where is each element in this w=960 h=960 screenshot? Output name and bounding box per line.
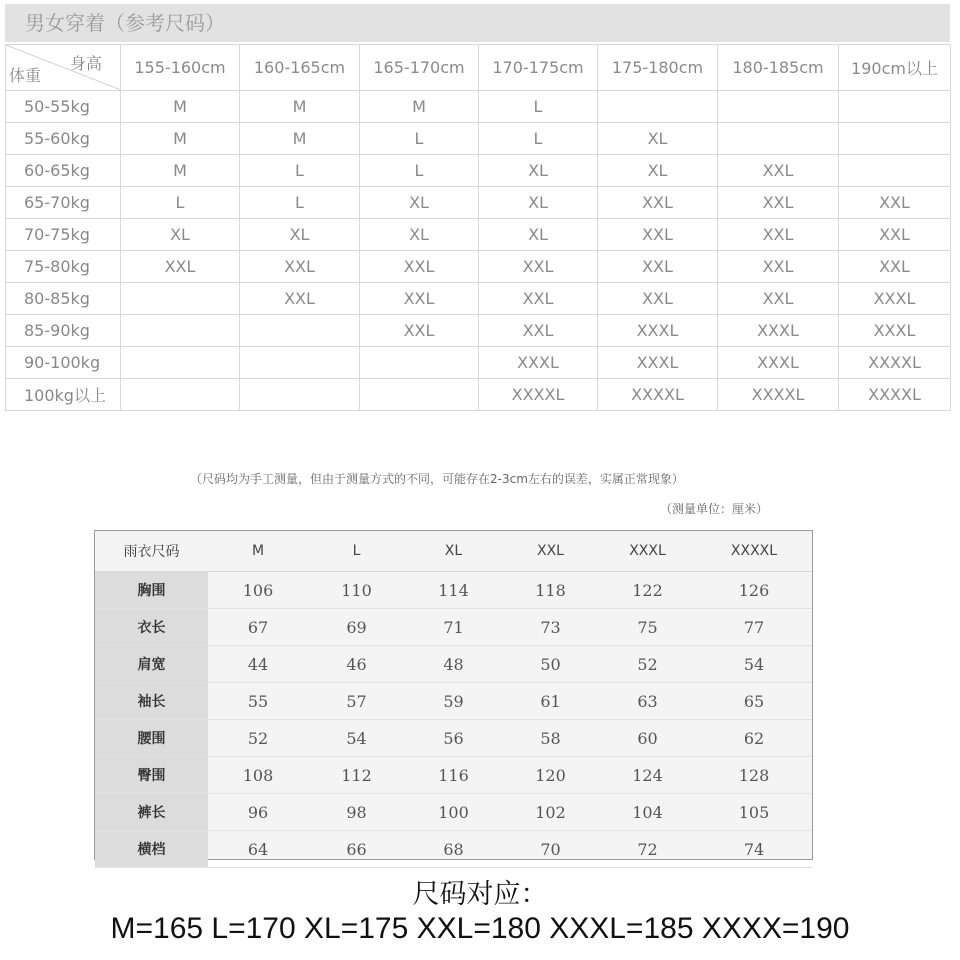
measurement-value: 112 bbox=[308, 757, 405, 794]
measurement-value: 74 bbox=[696, 831, 812, 868]
corner-header bbox=[6, 45, 121, 91]
size-cell bbox=[839, 155, 951, 187]
height-header: 170-175cm bbox=[479, 45, 598, 91]
size-cell: XXXXL bbox=[839, 347, 951, 379]
table-row bbox=[95, 609, 812, 646]
height-header: 160-165cm bbox=[240, 45, 360, 91]
table-row bbox=[95, 572, 812, 609]
size-cell: XXL bbox=[479, 315, 598, 347]
measurement-corner: 雨衣尺码 bbox=[95, 531, 208, 572]
measurement-value: 62 bbox=[696, 720, 812, 757]
weight-label: 90-100kg bbox=[6, 347, 121, 379]
table-row bbox=[6, 123, 951, 155]
size-cell: XL bbox=[240, 219, 360, 251]
measurement-label: 肩宽 bbox=[95, 646, 208, 683]
measurement-value: 128 bbox=[696, 757, 812, 794]
measurement-label: 裤长 bbox=[95, 794, 208, 831]
size-cell: XXL bbox=[839, 219, 951, 251]
size-cell: L bbox=[240, 155, 360, 187]
size-cell: XL bbox=[121, 219, 240, 251]
size-cell: XL bbox=[479, 219, 598, 251]
weight-label: 65-70kg bbox=[6, 187, 121, 219]
measurement-value: 120 bbox=[502, 757, 599, 794]
size-cell: M bbox=[121, 91, 240, 123]
measurement-table-wrapper bbox=[94, 530, 813, 860]
measurement-label: 袖长 bbox=[95, 683, 208, 720]
measurement-value: 126 bbox=[696, 572, 812, 609]
size-cell: XXXXL bbox=[718, 379, 839, 411]
size-cell: XXL bbox=[718, 219, 839, 251]
size-cell bbox=[121, 315, 240, 347]
measurement-value: 52 bbox=[208, 720, 308, 757]
weight-label: 55-60kg bbox=[6, 123, 121, 155]
measurement-value: 58 bbox=[502, 720, 599, 757]
size-cell: XXXL bbox=[839, 283, 951, 315]
size-header: XL bbox=[405, 531, 502, 572]
measurement-value: 69 bbox=[308, 609, 405, 646]
size-cell bbox=[121, 283, 240, 315]
size-header: L bbox=[308, 531, 405, 572]
size-header: XXXXL bbox=[696, 531, 812, 572]
size-cell: XXL bbox=[598, 187, 718, 219]
weight-label: 70-75kg bbox=[6, 219, 121, 251]
measurement-value: 44 bbox=[208, 646, 308, 683]
measurement-value: 114 bbox=[405, 572, 502, 609]
measurement-value: 77 bbox=[696, 609, 812, 646]
height-header: 180-185cm bbox=[718, 45, 839, 91]
measurement-value: 116 bbox=[405, 757, 502, 794]
size-header: M bbox=[208, 531, 308, 572]
footer-mapping: M=165 L=170 XL=175 XXL=180 XXXL=185 XXXX=190 bbox=[110, 912, 850, 945]
size-cell: XXL bbox=[240, 283, 360, 315]
measurement-value: 54 bbox=[696, 646, 812, 683]
size-cell: XXXXL bbox=[479, 379, 598, 411]
measurement-value: 64 bbox=[208, 831, 308, 868]
weight-label: 80-85kg bbox=[6, 283, 121, 315]
measurement-value: 68 bbox=[405, 831, 502, 868]
measurement-value: 75 bbox=[599, 609, 696, 646]
size-cell bbox=[360, 347, 479, 379]
size-cell: XXXXL bbox=[839, 379, 951, 411]
size-cell: L bbox=[240, 187, 360, 219]
table-row bbox=[6, 155, 951, 187]
table-row bbox=[6, 91, 951, 123]
size-recommendation-table bbox=[5, 44, 951, 411]
size-cell: M bbox=[121, 155, 240, 187]
size-cell bbox=[839, 91, 951, 123]
measurement-value: 59 bbox=[405, 683, 502, 720]
size-cell bbox=[718, 123, 839, 155]
size-cell: L bbox=[121, 187, 240, 219]
measurement-value: 110 bbox=[308, 572, 405, 609]
size-cell: L bbox=[479, 91, 598, 123]
size-cell: XL bbox=[479, 155, 598, 187]
measurement-value: 61 bbox=[502, 683, 599, 720]
measurement-label: 臀围 bbox=[95, 757, 208, 794]
measurement-value: 48 bbox=[405, 646, 502, 683]
size-header: XXXL bbox=[599, 531, 696, 572]
measurement-value: 60 bbox=[599, 720, 696, 757]
weight-axis-label: 体重 bbox=[9, 66, 42, 85]
measurement-value: 108 bbox=[208, 757, 308, 794]
size-cell: XXXL bbox=[598, 315, 718, 347]
size-cell: XL bbox=[360, 187, 479, 219]
measurement-value: 66 bbox=[308, 831, 405, 868]
size-cell: XXL bbox=[121, 251, 240, 283]
size-cell: M bbox=[121, 123, 240, 155]
size-cell: XXXL bbox=[718, 315, 839, 347]
weight-label: 60-65kg bbox=[6, 155, 121, 187]
measurement-value: 70 bbox=[502, 831, 599, 868]
size-cell bbox=[240, 315, 360, 347]
size-cell: XXL bbox=[718, 187, 839, 219]
measurement-value: 96 bbox=[208, 794, 308, 831]
size-cell: XXL bbox=[718, 251, 839, 283]
size-cell: L bbox=[479, 123, 598, 155]
table-row bbox=[95, 683, 812, 720]
size-cell: XXL bbox=[598, 251, 718, 283]
height-header: 175-180cm bbox=[598, 45, 718, 91]
size-cell: XXXXL bbox=[598, 379, 718, 411]
size-cell bbox=[839, 123, 951, 155]
measurement-value: 122 bbox=[599, 572, 696, 609]
weight-label: 75-80kg bbox=[6, 251, 121, 283]
measurement-value: 98 bbox=[308, 794, 405, 831]
measurement-value: 56 bbox=[405, 720, 502, 757]
size-cell: XXL bbox=[839, 187, 951, 219]
measurement-value: 55 bbox=[208, 683, 308, 720]
size-cell bbox=[240, 379, 360, 411]
size-cell: L bbox=[360, 155, 479, 187]
size-cell bbox=[598, 91, 718, 123]
size-cell: XXL bbox=[360, 283, 479, 315]
size-cell: XL bbox=[360, 219, 479, 251]
height-axis-label: 身高 bbox=[69, 54, 102, 73]
size-cell: XXL bbox=[240, 251, 360, 283]
size-cell: XXL bbox=[479, 251, 598, 283]
weight-label: 50-55kg bbox=[6, 91, 121, 123]
weight-label: 85-90kg bbox=[6, 315, 121, 347]
table-row bbox=[95, 757, 812, 794]
measurement-value: 105 bbox=[696, 794, 812, 831]
table-row bbox=[6, 283, 951, 315]
measurement-value: 54 bbox=[308, 720, 405, 757]
table-row bbox=[6, 315, 951, 347]
size-cell: XXL bbox=[598, 283, 718, 315]
size-header: XXL bbox=[502, 531, 599, 572]
table-row bbox=[6, 187, 951, 219]
size-cell: XXXL bbox=[598, 347, 718, 379]
size-cell: XXXL bbox=[839, 315, 951, 347]
size-cell: M bbox=[240, 91, 360, 123]
size-cell: XXL bbox=[360, 251, 479, 283]
measurement-value: 73 bbox=[502, 609, 599, 646]
weight-label: 100kg以上 bbox=[6, 379, 121, 411]
table-row bbox=[95, 831, 812, 868]
table-row bbox=[6, 347, 951, 379]
size-cell: XXXL bbox=[718, 347, 839, 379]
table-row bbox=[95, 646, 812, 683]
measurement-value: 63 bbox=[599, 683, 696, 720]
table-row bbox=[6, 379, 951, 411]
size-cell bbox=[240, 347, 360, 379]
measurement-value: 65 bbox=[696, 683, 812, 720]
height-header: 165-170cm bbox=[360, 45, 479, 91]
height-header: 155-160cm bbox=[121, 45, 240, 91]
size-cell: XXL bbox=[718, 283, 839, 315]
measurement-label: 衣长 bbox=[95, 609, 208, 646]
measurement-label: 胸围 bbox=[95, 572, 208, 609]
size-cell: XL bbox=[598, 123, 718, 155]
table-row bbox=[6, 251, 951, 283]
table-row bbox=[95, 794, 812, 831]
measurement-value: 118 bbox=[502, 572, 599, 609]
size-table-title: 男女穿着（参考尺码） bbox=[5, 4, 950, 42]
size-cell: XXL bbox=[839, 251, 951, 283]
size-cell bbox=[121, 379, 240, 411]
size-cell: XL bbox=[598, 155, 718, 187]
footer-title: 尺码对应： bbox=[412, 879, 548, 910]
size-cell: XXL bbox=[360, 315, 479, 347]
measurement-value: 100 bbox=[405, 794, 502, 831]
measurement-value: 52 bbox=[599, 646, 696, 683]
height-header: 190cm以上 bbox=[839, 45, 951, 91]
measurement-label: 腰围 bbox=[95, 720, 208, 757]
size-cell bbox=[718, 91, 839, 123]
measurement-value: 106 bbox=[208, 572, 308, 609]
measurement-value: 124 bbox=[599, 757, 696, 794]
measurement-value: 46 bbox=[308, 646, 405, 683]
size-cell: M bbox=[360, 91, 479, 123]
measurement-value: 104 bbox=[599, 794, 696, 831]
size-cell: XXXL bbox=[479, 347, 598, 379]
size-cell bbox=[121, 347, 240, 379]
unit-note: （测量单位：厘米） bbox=[660, 502, 769, 516]
measurement-value: 50 bbox=[502, 646, 599, 683]
measurement-value: 102 bbox=[502, 794, 599, 831]
measurement-value: 57 bbox=[308, 683, 405, 720]
measurement-value: 71 bbox=[405, 609, 502, 646]
size-cell: XL bbox=[479, 187, 598, 219]
size-cell: L bbox=[360, 123, 479, 155]
size-cell bbox=[360, 379, 479, 411]
measurement-note: （尺码均为手工测量，但由于测量方式的不同，可能存在2-3cm左右的误差，实属正常现象） bbox=[190, 472, 684, 486]
size-cell: XXL bbox=[598, 219, 718, 251]
measurement-value: 72 bbox=[599, 831, 696, 868]
measurement-value: 67 bbox=[208, 609, 308, 646]
size-cell: XXL bbox=[718, 155, 839, 187]
size-cell: M bbox=[240, 123, 360, 155]
measurement-label: 横档 bbox=[95, 831, 208, 868]
measurement-table bbox=[95, 531, 812, 868]
size-cell: XXL bbox=[479, 283, 598, 315]
table-row bbox=[6, 219, 951, 251]
table-row bbox=[95, 720, 812, 757]
